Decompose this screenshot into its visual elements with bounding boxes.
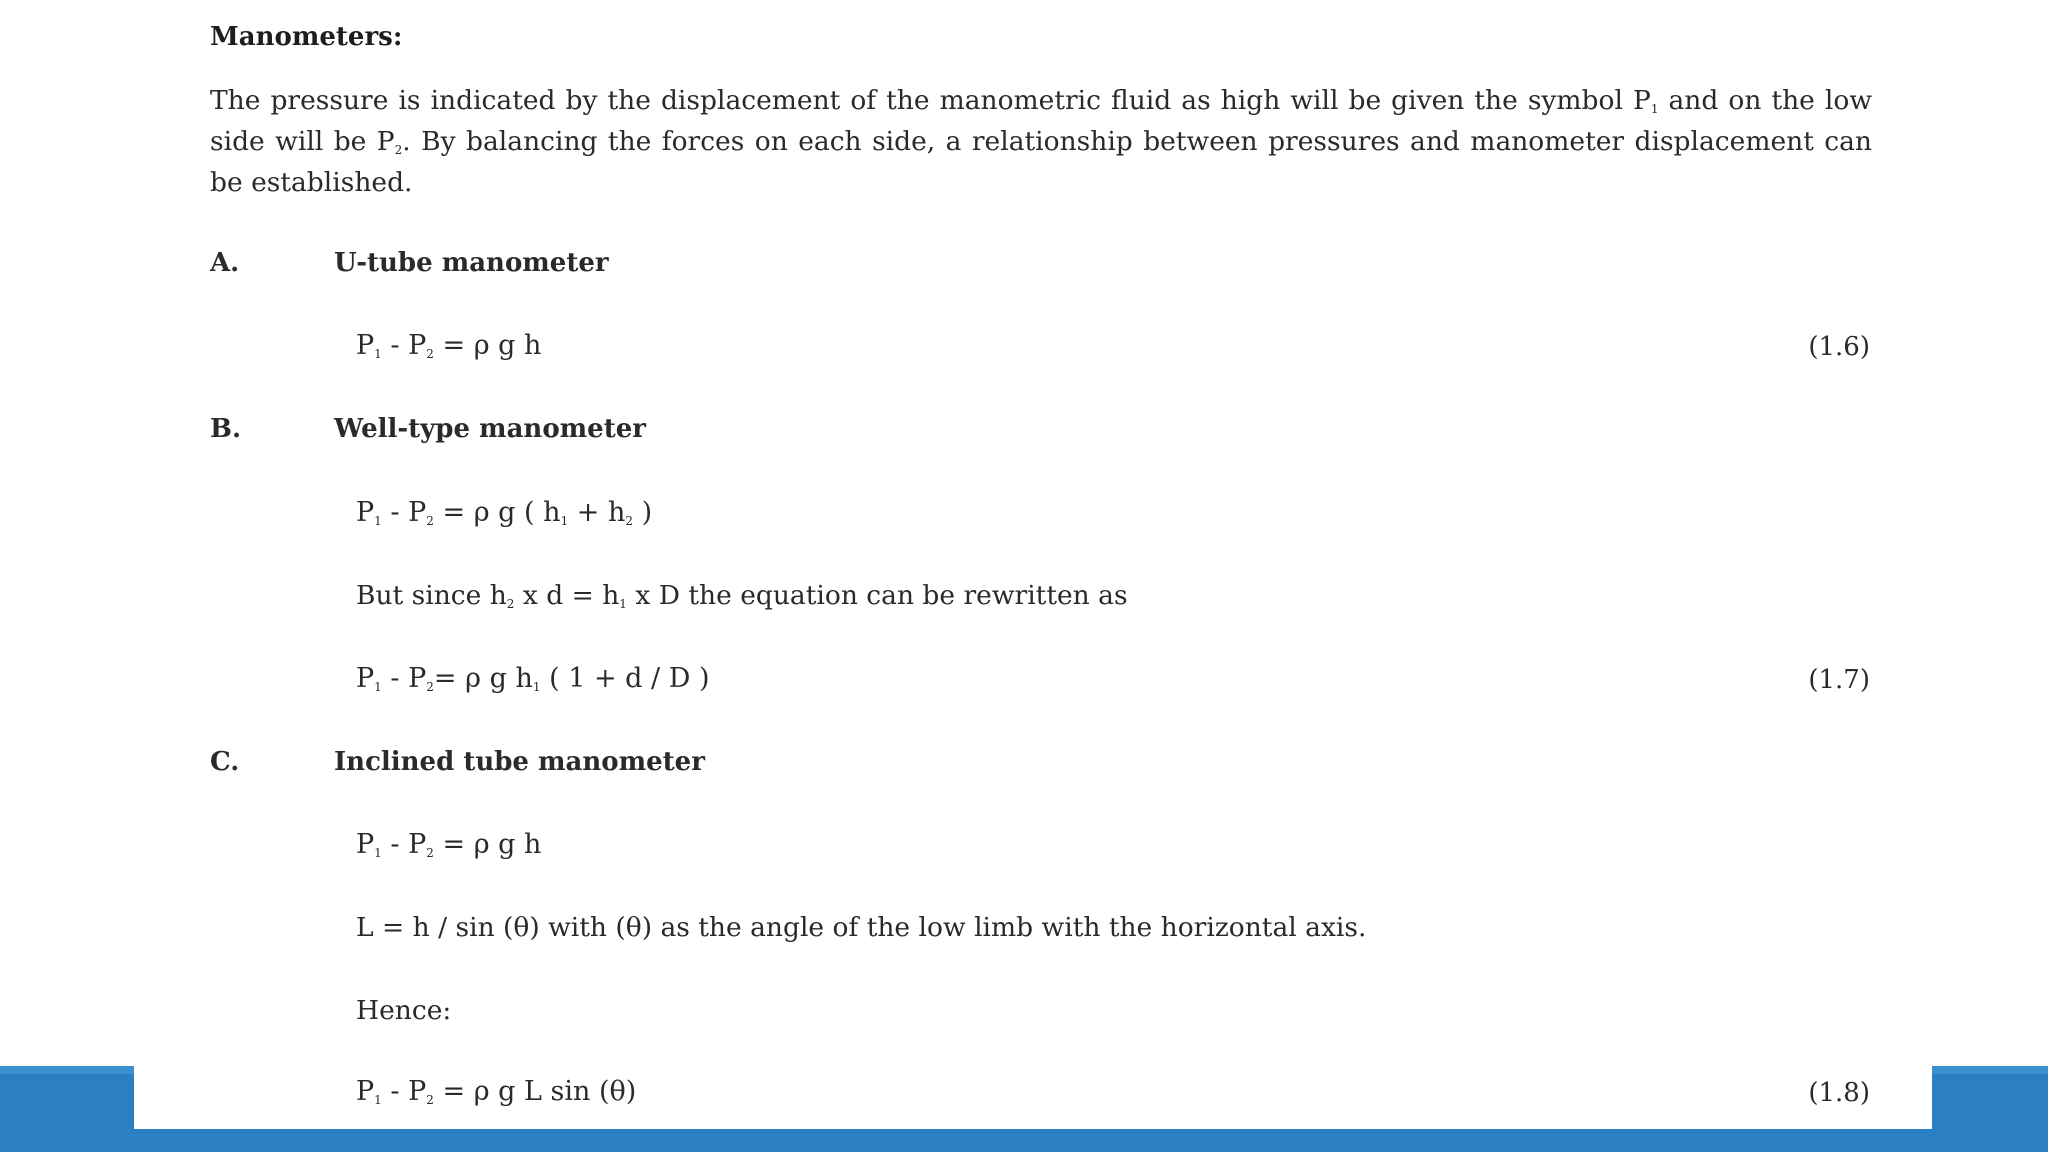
footer-bar-left-highlight bbox=[0, 1066, 134, 1074]
intro-paragraph bbox=[210, 80, 1872, 203]
intro-text-2: and on the low side will be P bbox=[210, 85, 1873, 157]
footer-bar-right-highlight bbox=[1932, 1066, 2048, 1074]
footer-bar-right bbox=[1932, 1066, 2048, 1130]
section-c-title: Inclined tube manometer bbox=[334, 747, 705, 777]
footer-bar-left bbox=[0, 1066, 134, 1130]
equation-inclined: $P_1 - P_2 = \rho$ g h bbox=[356, 829, 542, 860]
equation-1-7: $P_1 - P_2= \rho$ g $h_1$ ( 1 + d / D ) bbox=[356, 663, 710, 694]
footer-bar bbox=[0, 1129, 2048, 1152]
section-b-title: Well-type manometer bbox=[334, 414, 646, 444]
l-definition-text: L = h / sin (θ) with (θ) as the angle of the low limb with the horizontal axis. bbox=[356, 912, 1367, 943]
equation-number-1-8: (1.8) bbox=[1808, 1078, 1870, 1108]
intro-sub-2: 2 bbox=[394, 143, 403, 157]
equation-1-6: $P_1 - P_2 = \rho$ g h bbox=[356, 330, 542, 361]
section-c-letter: C. bbox=[210, 747, 240, 777]
but-since-text: But since $h_2$ x $d = h_1$ x D the equation can be rewritten as bbox=[356, 580, 1128, 611]
intro-text-3: . By balancing the forces on each side, a relationship between pressures and manometer displacement can be established. bbox=[210, 126, 1872, 198]
intro-text-1: The pressure is indicated by the displacement of the manometric fluid as high will be given the symbol P bbox=[210, 85, 1651, 116]
page-title: Manometers: bbox=[210, 22, 403, 52]
hence-text: Hence: bbox=[356, 995, 452, 1026]
section-a-title: U-tube manometer bbox=[334, 248, 609, 278]
equation-number-1-7: (1.7) bbox=[1808, 665, 1870, 695]
equation-1-8: $P_1 - P_2 = \rho$ g L sin (θ) bbox=[356, 1076, 637, 1107]
section-a-letter: A. bbox=[210, 248, 240, 278]
equation-number-1-6: (1.6) bbox=[1808, 332, 1870, 362]
intro-sub-1: 1 bbox=[1650, 102, 1659, 116]
equation-well-type: $P_1 - P_2 = \rho$ g ( $h_1 + h_2$ ) bbox=[356, 497, 653, 528]
section-b-letter: B. bbox=[210, 414, 242, 444]
